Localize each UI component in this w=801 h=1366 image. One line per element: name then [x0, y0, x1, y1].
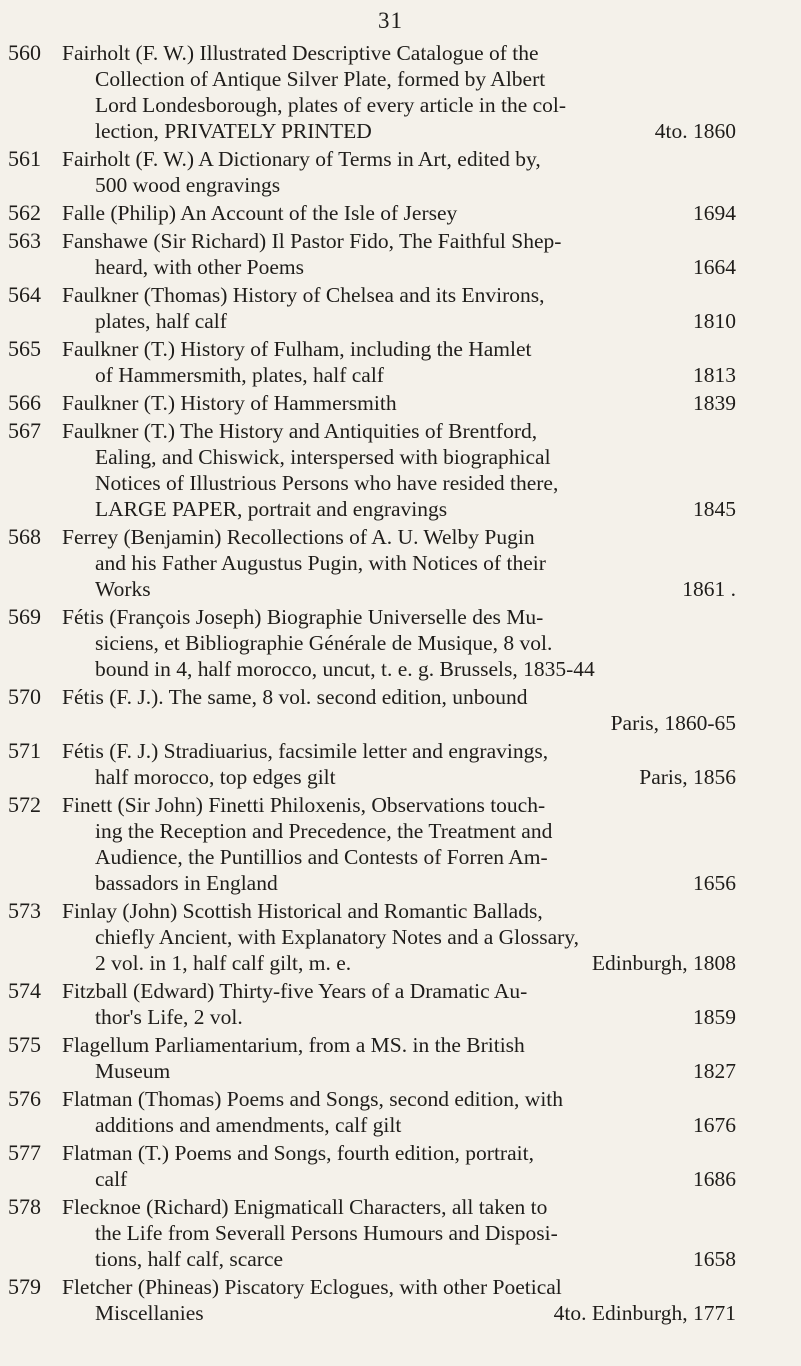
entry-line — [0, 390, 762, 416]
entry-number: 574 — [8, 978, 41, 1003]
catalogue-entry — [0, 228, 801, 280]
entry-number: 578 — [8, 1194, 41, 1219]
entry-imprint: 4to. 1860 — [654, 119, 736, 143]
entry-text: Fanshawe (Sir Richard) Il Pastor Fido, The Faithful Shep- — [62, 229, 562, 253]
entry-text: ing the Reception and Precedence, the Treatment and — [95, 819, 553, 843]
catalogue-entry — [0, 336, 801, 388]
entry-line — [0, 792, 762, 818]
entry-text: Fletcher (Phineas) Piscatory Eclogues, with other Poetical — [62, 1275, 562, 1299]
entry-text: Audience, the Puntillios and Contests of Forren Am- — [95, 845, 548, 869]
entry-text: siciens, et Bibliographie Générale de Musique, 8 vol. — [95, 631, 553, 655]
entry-number: 571 — [8, 738, 41, 763]
entry-line — [0, 228, 762, 254]
entry-line — [0, 1004, 762, 1030]
entry-number: 563 — [8, 228, 41, 253]
entry-line — [0, 1166, 762, 1192]
entry-line — [0, 418, 762, 444]
entry-imprint: Paris, 1856 — [639, 765, 736, 789]
catalogue-entry — [0, 792, 801, 896]
entry-line — [0, 66, 762, 92]
entry-line — [0, 172, 762, 198]
catalogue-entry — [0, 684, 801, 736]
entry-imprint: 1656 — [693, 871, 736, 895]
catalogue-entry — [0, 282, 801, 334]
entry-imprint: 1813 — [693, 363, 736, 387]
entry-line — [0, 550, 762, 576]
entry-number: 570 — [8, 684, 41, 709]
entry-line — [0, 470, 762, 496]
entry-line — [0, 1032, 762, 1058]
entry-line — [0, 1300, 762, 1326]
entry-number: 567 — [8, 418, 41, 443]
entry-line — [0, 924, 762, 950]
entry-text: bound in 4, half morocco, uncut, t. e. g. Brussels, 1835-44 — [95, 657, 595, 681]
entry-text: tions, half calf, scarce — [95, 1247, 284, 1271]
entry-text: lection, PRIVATELY PRINTED — [95, 119, 372, 143]
entry-text: Flatman (Thomas) Poems and Songs, second edition, with — [62, 1087, 564, 1111]
entry-number: 560 — [8, 40, 41, 65]
entry-text: 500 wood engravings — [95, 173, 281, 197]
entry-imprint: 1686 — [693, 1167, 736, 1191]
entry-imprint: 1859 — [693, 1005, 736, 1029]
entry-imprint: 1664 — [693, 255, 736, 279]
entry-text: bassadors in England — [95, 871, 278, 895]
catalogue-entry — [0, 898, 801, 976]
catalogue-entry — [0, 1194, 801, 1272]
entry-line — [0, 764, 762, 790]
entry-text: of Hammersmith, plates, half calf — [95, 363, 384, 387]
entry-text: half morocco, top edges gilt — [95, 765, 336, 789]
entry-imprint: 1658 — [693, 1247, 736, 1271]
entry-text: Collection of Antique Silver Plate, formed by Albert — [95, 67, 546, 91]
entry-text: Finett (Sir John) Finetti Philoxenis, Observations touch- — [62, 793, 546, 817]
entry-number: 569 — [8, 604, 41, 629]
entry-line — [0, 362, 762, 388]
entry-text: Flecknoe (Richard) Enigmaticall Characters, all taken to — [62, 1195, 548, 1219]
entry-text: Flagellum Parliamentarium, from a MS. in the British — [62, 1033, 525, 1057]
entry-line — [0, 604, 762, 630]
entry-text: Faulkner (T.) The History and Antiquities of Brentford, — [62, 419, 538, 443]
entry-text: Lord Londesborough, plates of every article in the col- — [95, 93, 567, 117]
catalogue-entry — [0, 390, 801, 416]
entry-imprint: 4to. Edinburgh, 1771 — [553, 1301, 736, 1325]
entry-imprint: 1839 — [693, 391, 736, 415]
catalogue-entry — [0, 604, 801, 682]
entry-number: 562 — [8, 200, 41, 225]
entry-imprint: 1810 — [693, 309, 736, 333]
catalogue-entry — [0, 146, 801, 198]
entry-text: and his Father Augustus Pugin, with Notices of their — [95, 551, 546, 575]
entry-line — [0, 496, 762, 522]
entry-number: 565 — [8, 336, 41, 361]
entry-number: 572 — [8, 792, 41, 817]
entry-number: 575 — [8, 1032, 41, 1057]
entry-line — [0, 282, 762, 308]
entry-text: the Life from Severall Persons Humours and Disposi- — [95, 1221, 558, 1245]
entry-line — [0, 92, 762, 118]
entry-text: Museum — [95, 1059, 171, 1083]
entry-line — [0, 146, 762, 172]
entry-line — [0, 1220, 762, 1246]
entry-text: Faulkner (T.) History of Fulham, including the Hamlet — [62, 337, 532, 361]
catalogue-entry — [0, 200, 801, 226]
entry-imprint: 1845 — [693, 497, 736, 521]
catalogue-entry — [0, 40, 801, 144]
entry-imprint: 1827 — [693, 1059, 736, 1083]
entry-number: 576 — [8, 1086, 41, 1111]
entry-line — [0, 818, 762, 844]
entry-text: Fétis (F. J.) Stradiuarius, facsimile letter and engravings, — [62, 739, 549, 763]
entry-text: LARGE PAPER, portrait and engravings — [95, 497, 448, 521]
entry-number: 564 — [8, 282, 41, 307]
entry-line — [0, 656, 762, 682]
entry-line — [0, 308, 762, 334]
entry-line — [0, 1112, 762, 1138]
entry-imprint: Paris, 1860-65 — [610, 711, 736, 735]
entry-line — [0, 1086, 762, 1112]
catalogue-entry — [0, 978, 801, 1030]
entry-line — [0, 576, 762, 602]
catalogue-entry — [0, 1086, 801, 1138]
entry-text: Miscellanies — [95, 1301, 204, 1325]
entry-text: Fétis (F. J.). The same, 8 vol. second edition, unbound — [62, 685, 528, 709]
entry-line — [0, 738, 762, 764]
catalogue-entry — [0, 738, 801, 790]
catalogue-entries — [0, 40, 801, 1328]
entry-imprint: 1861 . — [682, 577, 736, 601]
entry-text: Works — [95, 577, 151, 601]
entry-line — [0, 870, 762, 896]
entry-text: 2 vol. in 1, half calf gilt, m. e. — [95, 951, 352, 975]
entry-text: Fairholt (F. W.) Illustrated Descriptive Catalogue of the — [62, 41, 539, 65]
entry-line — [0, 444, 762, 470]
entry-line — [0, 1274, 762, 1300]
entry-text: Finlay (John) Scottish Historical and Romantic Ballads, — [62, 899, 543, 923]
catalogue-entry — [0, 1140, 801, 1192]
entry-number: 577 — [8, 1140, 41, 1165]
entry-line — [0, 1058, 762, 1084]
catalogue-entry — [0, 524, 801, 602]
entry-line — [0, 898, 762, 924]
entry-text: Ferrey (Benjamin) Recollections of A. U. Welby Pugin — [62, 525, 535, 549]
entry-line — [0, 1140, 762, 1166]
entry-line — [0, 978, 762, 1004]
entry-line — [0, 40, 762, 66]
entry-text: plates, half calf — [95, 309, 227, 333]
catalogue-entry — [0, 418, 801, 522]
entry-text: Notices of Illustrious Persons who have resided there, — [95, 471, 559, 495]
entry-text: additions and amendments, calf gilt — [95, 1113, 402, 1137]
entry-number: 568 — [8, 524, 41, 549]
entry-line — [0, 684, 762, 710]
entry-number: 573 — [8, 898, 41, 923]
catalogue-entry — [0, 1032, 801, 1084]
entry-imprint: 1694 — [693, 201, 736, 225]
entry-text: Faulkner (Thomas) History of Chelsea and its Environs, — [62, 283, 545, 307]
entry-text: Fitzball (Edward) Thirty-five Years of a Dramatic Au- — [62, 979, 528, 1003]
entry-text: Ealing, and Chiswick, interspersed with biographical — [95, 445, 551, 469]
entry-line — [0, 710, 762, 736]
entry-line — [0, 1246, 762, 1272]
entry-number: 579 — [8, 1274, 41, 1299]
entry-line — [0, 336, 762, 362]
entry-number: 566 — [8, 390, 41, 415]
entry-line — [0, 524, 762, 550]
page-number: 31 — [378, 8, 403, 33]
entry-line — [0, 844, 762, 870]
entry-imprint: 1676 — [693, 1113, 736, 1137]
entry-text: calf — [95, 1167, 128, 1191]
entry-text: heard, with other Poems — [95, 255, 304, 279]
entry-line — [0, 1194, 762, 1220]
entry-text: Flatman (T.) Poems and Songs, fourth edition, portrait, — [62, 1141, 534, 1165]
entry-text: thor's Life, 2 vol. — [95, 1005, 243, 1029]
catalogue-entry — [0, 1274, 801, 1326]
entry-line — [0, 630, 762, 656]
entry-imprint: Edinburgh, 1808 — [591, 951, 736, 975]
entry-line — [0, 200, 762, 226]
entry-number: 561 — [8, 146, 41, 171]
entry-text: chiefly Ancient, with Explanatory Notes and a Glossary, — [95, 925, 580, 949]
entry-line — [0, 254, 762, 280]
entry-text: Fairholt (F. W.) A Dictionary of Terms in Art, edited by, — [62, 147, 541, 171]
entry-text: Fétis (François Joseph) Biographie Universelle des Mu- — [62, 605, 544, 629]
entry-line — [0, 118, 762, 144]
entry-text: Faulkner (T.) History of Hammersmith — [62, 391, 397, 415]
entry-text: Falle (Philip) An Account of the Isle of Jersey — [62, 201, 458, 225]
entry-line — [0, 950, 762, 976]
